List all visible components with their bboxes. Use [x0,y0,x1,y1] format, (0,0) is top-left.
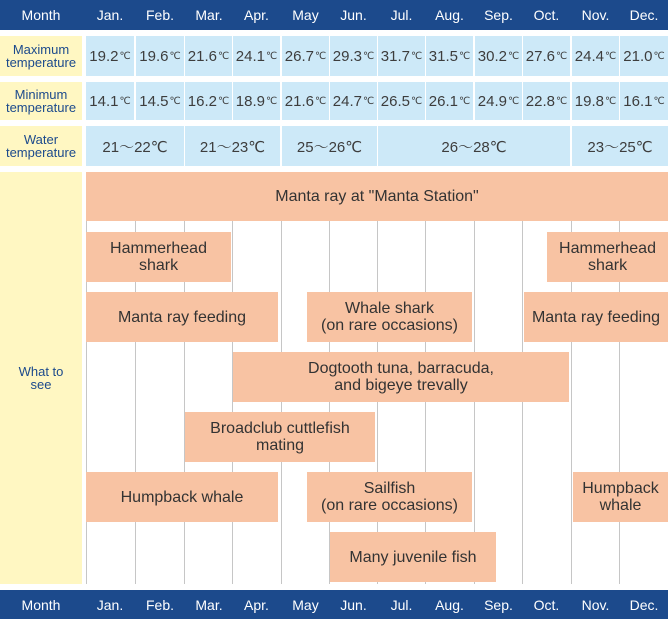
max-temp-label: Maximum temperature [0,36,82,76]
what-to-see-label: What to see [0,172,82,584]
top-month-jan: Jan. [96,7,124,23]
bottom-month-dec: Dec. [629,596,659,613]
bottom-month-may: May [292,596,319,613]
top-month-mar: Mar. [195,7,223,23]
water-temp-label: Water temperature [0,126,82,166]
max-temp-aug: 31.5 ℃ [426,36,473,76]
top-month-apr: Apr. [244,7,269,23]
min-temp-apr: 18.9 ℃ [233,82,280,120]
min-temp-jan: 14.1 ℃ [86,82,134,120]
bottom-month-jun: Jun. [340,596,367,613]
water-temp-mar-apr: 21～23℃ [185,126,280,166]
event-manta-feeding-early: Manta ray feeding [86,292,278,342]
bottom-month-jul: Jul. [390,596,413,613]
bottom-month-oct: Oct. [533,596,560,613]
event-dogtooth-tuna: Dogtooth tuna, barracuda, and bigeye trevally [233,352,569,402]
bottom-header-month-label: Month [21,596,61,613]
max-temp-nov: 24.4 ℃ [572,36,619,76]
event-broadclub-cuttlefish: Broadclub cuttlefish mating [185,412,375,462]
top-month-feb: Feb. [145,7,174,23]
bottom-month-apr: Apr. [244,596,269,613]
max-temp-may: 26.7 ℃ [282,36,329,76]
min-temp-may: 21.6 ℃ [282,82,329,120]
event-humpback-whale-early: Humpback whale [86,472,278,522]
min-temp-dec: 16.1 ℃ [620,82,668,120]
bottom-month-feb: Feb. [145,596,174,613]
max-temp-feb: 19.6 ℃ [136,36,184,76]
min-temp-feb: 14.5 ℃ [136,82,184,120]
top-month-dec: Dec. [629,7,659,23]
min-temp-aug: 26.1 ℃ [426,82,473,120]
max-temp-jul: 31.7 ℃ [378,36,425,76]
min-temp-mar: 16.2 ℃ [185,82,232,120]
top-month-jul: Jul. [390,7,413,23]
event-hammerhead-shark-late: Hammerhead shark [547,232,668,282]
water-temp-nov-dec: 23～25℃ [572,126,668,166]
bottom-month-nov: Nov. [581,596,610,613]
min-temp-sep: 24.9 ℃ [475,82,522,120]
top-month-nov: Nov. [581,7,610,23]
max-temp-dec: 21.0 ℃ [620,36,668,76]
water-temp-may-jun: 25～26℃ [282,126,377,166]
bottom-month-aug: Aug. [435,596,464,613]
event-sailfish: Sailfish (on rare occasions) [307,472,472,522]
max-temp-jun: 29.3 ℃ [330,36,377,76]
min-temp-oct: 22.8 ℃ [523,82,570,120]
event-many-juvenile-fish: Many juvenile fish [330,532,496,582]
max-temp-mar: 21.6 ℃ [185,36,232,76]
water-temp-jan-feb: 21～22℃ [86,126,184,166]
event-humpback-whale-late: Humpback whale [573,472,668,522]
event-whale-shark: Whale shark (on rare occasions) [307,292,472,342]
min-temp-label: Minimum temperature [0,82,82,120]
bottom-month-sep: Sep. [484,596,513,613]
event-manta-station: Manta ray at "Manta Station" [86,172,668,221]
top-month-aug: Aug. [435,7,464,23]
max-temp-sep: 30.2 ℃ [475,36,522,76]
min-temp-jun: 24.7 ℃ [330,82,377,120]
bottom-month-mar: Mar. [195,596,223,613]
bottom-month-jan: Jan. [96,596,124,613]
event-hammerhead-shark-early: Hammerhead shark [86,232,231,282]
max-temp-apr: 24.1 ℃ [233,36,280,76]
min-temp-jul: 26.5 ℃ [378,82,425,120]
max-temp-oct: 27.6 ℃ [523,36,570,76]
water-temp-jul-oct: 26～28℃ [378,126,570,166]
top-month-may: May [292,7,319,23]
max-temp-jan: 19.2 ℃ [86,36,134,76]
top-month-sep: Sep. [484,7,513,23]
top-month-jun: Jun. [340,7,367,23]
top-header-month-label: Month [21,7,61,23]
event-manta-feeding-late: Manta ray feeding [524,292,668,342]
top-month-oct: Oct. [533,7,560,23]
min-temp-nov: 19.8 ℃ [572,82,619,120]
